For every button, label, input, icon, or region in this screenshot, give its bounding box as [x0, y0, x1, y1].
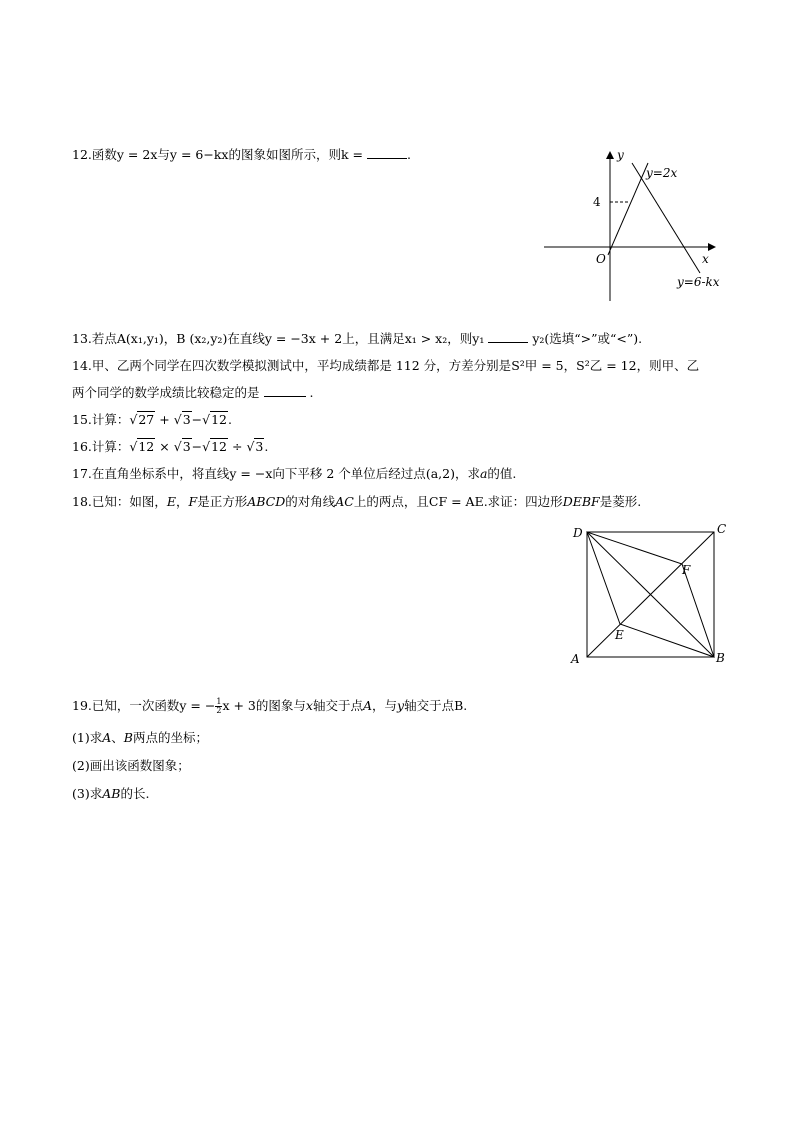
q13-y1: y₁ [472, 331, 485, 346]
q19-y-eq: y = − [179, 698, 216, 713]
graph-tick-label: 4 [593, 195, 601, 209]
q14-variance-yi: S²乙 = 12 [576, 358, 637, 373]
q17-line: y = −x [229, 466, 273, 481]
q18-cond: CF = AE [428, 494, 484, 509]
q12-suffix: 的图象如图所示，则 [228, 147, 341, 162]
q13-point-b: B (x₂,y₂) [176, 331, 228, 346]
q14-line1-prefix: 14.甲、乙两个同学在四次数学模拟测试中，平均成绩都是 112 分，方差分别是 [72, 358, 512, 373]
q19-x-tail: x + 3 [222, 698, 256, 713]
vertex-b-label: B [716, 651, 725, 665]
q17-prefix: 17.在直角坐标系中，将直线 [72, 466, 230, 481]
q17-point: (a,2) [425, 466, 455, 481]
question-19 [72, 697, 467, 715]
q19-y-var: y [397, 698, 405, 713]
q19-sub1-e: 两点的坐标； [132, 730, 208, 745]
q14-line2-suffix: . [309, 385, 314, 400]
question-17 [72, 465, 516, 483]
q16-op1: × [159, 439, 170, 454]
q15-op2: − [191, 412, 203, 427]
q19-sub1-b: B [123, 730, 133, 745]
q12-function-graph [540, 145, 730, 305]
q13-mid: 在直线 [227, 331, 265, 346]
q19-x-var: x [305, 698, 313, 713]
sqrt-27: √27 [129, 412, 155, 427]
q13-then: ，则 [447, 331, 473, 346]
q14-line2-prefix: 两个同学的数学成绩比较稳定的是 [72, 385, 260, 400]
question-14-line2 [72, 384, 313, 402]
q19-fraction: $\frac{1}{2}$ [216, 697, 222, 715]
graph-x-axis-label: x [702, 252, 709, 266]
answer-blank[interactable] [488, 330, 528, 343]
q12-end: . [406, 147, 411, 162]
question-16 [72, 438, 268, 456]
q19-sub3: (3)求 [72, 786, 103, 801]
q18-t3: 上的两点，且 [353, 494, 429, 509]
q19-prefix: 19.已知，一次函数 [72, 698, 180, 713]
q18-prefix: 18.已知：如图， [72, 494, 167, 509]
graph-line2-label: y=6-kx [677, 275, 720, 289]
answer-blank[interactable] [367, 146, 407, 159]
q14-line1-suffix: ，则甲、乙 [636, 358, 700, 373]
sqrt-12: √12 [202, 412, 227, 427]
q19-sub3-e: 的长. [120, 786, 150, 801]
graph-line1-label: y=2x [646, 166, 678, 180]
question-14-line1 [72, 357, 699, 375]
sqrt-3: √3 [173, 412, 191, 427]
q19-a-var: A [362, 698, 373, 713]
question-18 [72, 493, 641, 511]
q19-sub3-ab: AB [102, 786, 121, 801]
q18-t4: .求证：四边形 [483, 494, 563, 509]
q13-point-a: A(x₁,y₁) [116, 331, 164, 346]
q12-prefix: 12.函数 [72, 147, 117, 162]
q19-sub1-a: A [102, 730, 112, 745]
question-19-part1 [72, 729, 208, 747]
q16-prefix: 16.计算： [72, 439, 130, 454]
sqrt-3: √3 [246, 439, 264, 454]
question-15 [72, 411, 232, 429]
q19-sub1-m: 、 [111, 730, 124, 745]
vertex-c-label: C [717, 522, 727, 536]
q15-op1: + [159, 412, 170, 427]
graph-y-axis-label: y [617, 148, 624, 162]
sqrt-12: √12 [202, 439, 227, 454]
q12-ask: k = [340, 147, 363, 162]
q18-f: F [188, 494, 198, 509]
q18-t1: 是正方形 [197, 494, 248, 509]
q18-debf: DEBF [562, 494, 600, 509]
q17-var: a [479, 466, 488, 481]
q13-cond-prefix: 上，且满足 [342, 331, 405, 346]
q12-function1: y = 2x [116, 147, 158, 162]
q18-t2: 的对角线 [285, 494, 336, 509]
point-f-label: F [682, 563, 691, 577]
q18-t5: 是菱形. [599, 494, 642, 509]
sqrt-3: √3 [173, 439, 191, 454]
q13-suffix: (选填“>”或“<”). [544, 331, 643, 346]
q15-end: . [228, 412, 232, 427]
q19-t2: 轴交于点 [312, 698, 363, 713]
q14-variance-jia: S²甲 = 5 [511, 358, 564, 373]
q19-sub1: (1)求 [72, 730, 103, 745]
q18-square-figure [566, 520, 736, 670]
point-e-label: E [615, 628, 624, 642]
sqrt-12: √12 [129, 439, 155, 454]
q19-t3: ，与 [372, 698, 398, 713]
q12-mid: 与 [157, 147, 170, 162]
vertex-d-label: D [573, 526, 583, 540]
q18-ac: AC [335, 494, 354, 509]
q14-sep: ， [563, 358, 577, 373]
q17-mid2: ，求 [454, 466, 480, 481]
q13-line: y = −3x + 2 [264, 331, 343, 346]
answer-blank[interactable] [264, 384, 306, 397]
q19-sub2: (2)画出该函数图象； [72, 758, 190, 773]
q13-cond: x₁ > x₂ [404, 331, 448, 346]
q19-t1: 的图象与 [255, 698, 306, 713]
q13-y2: y₂ [532, 331, 545, 346]
question-13 [72, 330, 642, 348]
q12-function2: y = 6−kx [169, 147, 229, 162]
q18-e: E [166, 494, 177, 509]
vertex-a-label: A [571, 652, 580, 666]
q16-end: . [264, 439, 269, 454]
graph-origin-label: O [596, 252, 606, 266]
q17-mid: 向下平移 2 个单位后经过点 [272, 466, 426, 481]
q17-suffix: 的值. [487, 466, 517, 481]
q13-prefix: 13.若点 [72, 331, 117, 346]
q16-op2: − [191, 439, 203, 454]
q19-t4: 轴交于点B. [404, 698, 468, 713]
q16-op3: ÷ [231, 439, 243, 454]
question-12 [72, 146, 411, 164]
question-19-part3 [72, 785, 149, 803]
question-19-part2 [72, 757, 190, 775]
q18-c1: ， [176, 494, 189, 509]
q15-prefix: 15.计算： [72, 412, 130, 427]
q13-comma: ， [163, 331, 177, 346]
q18-abcd: ABCD [247, 494, 286, 509]
